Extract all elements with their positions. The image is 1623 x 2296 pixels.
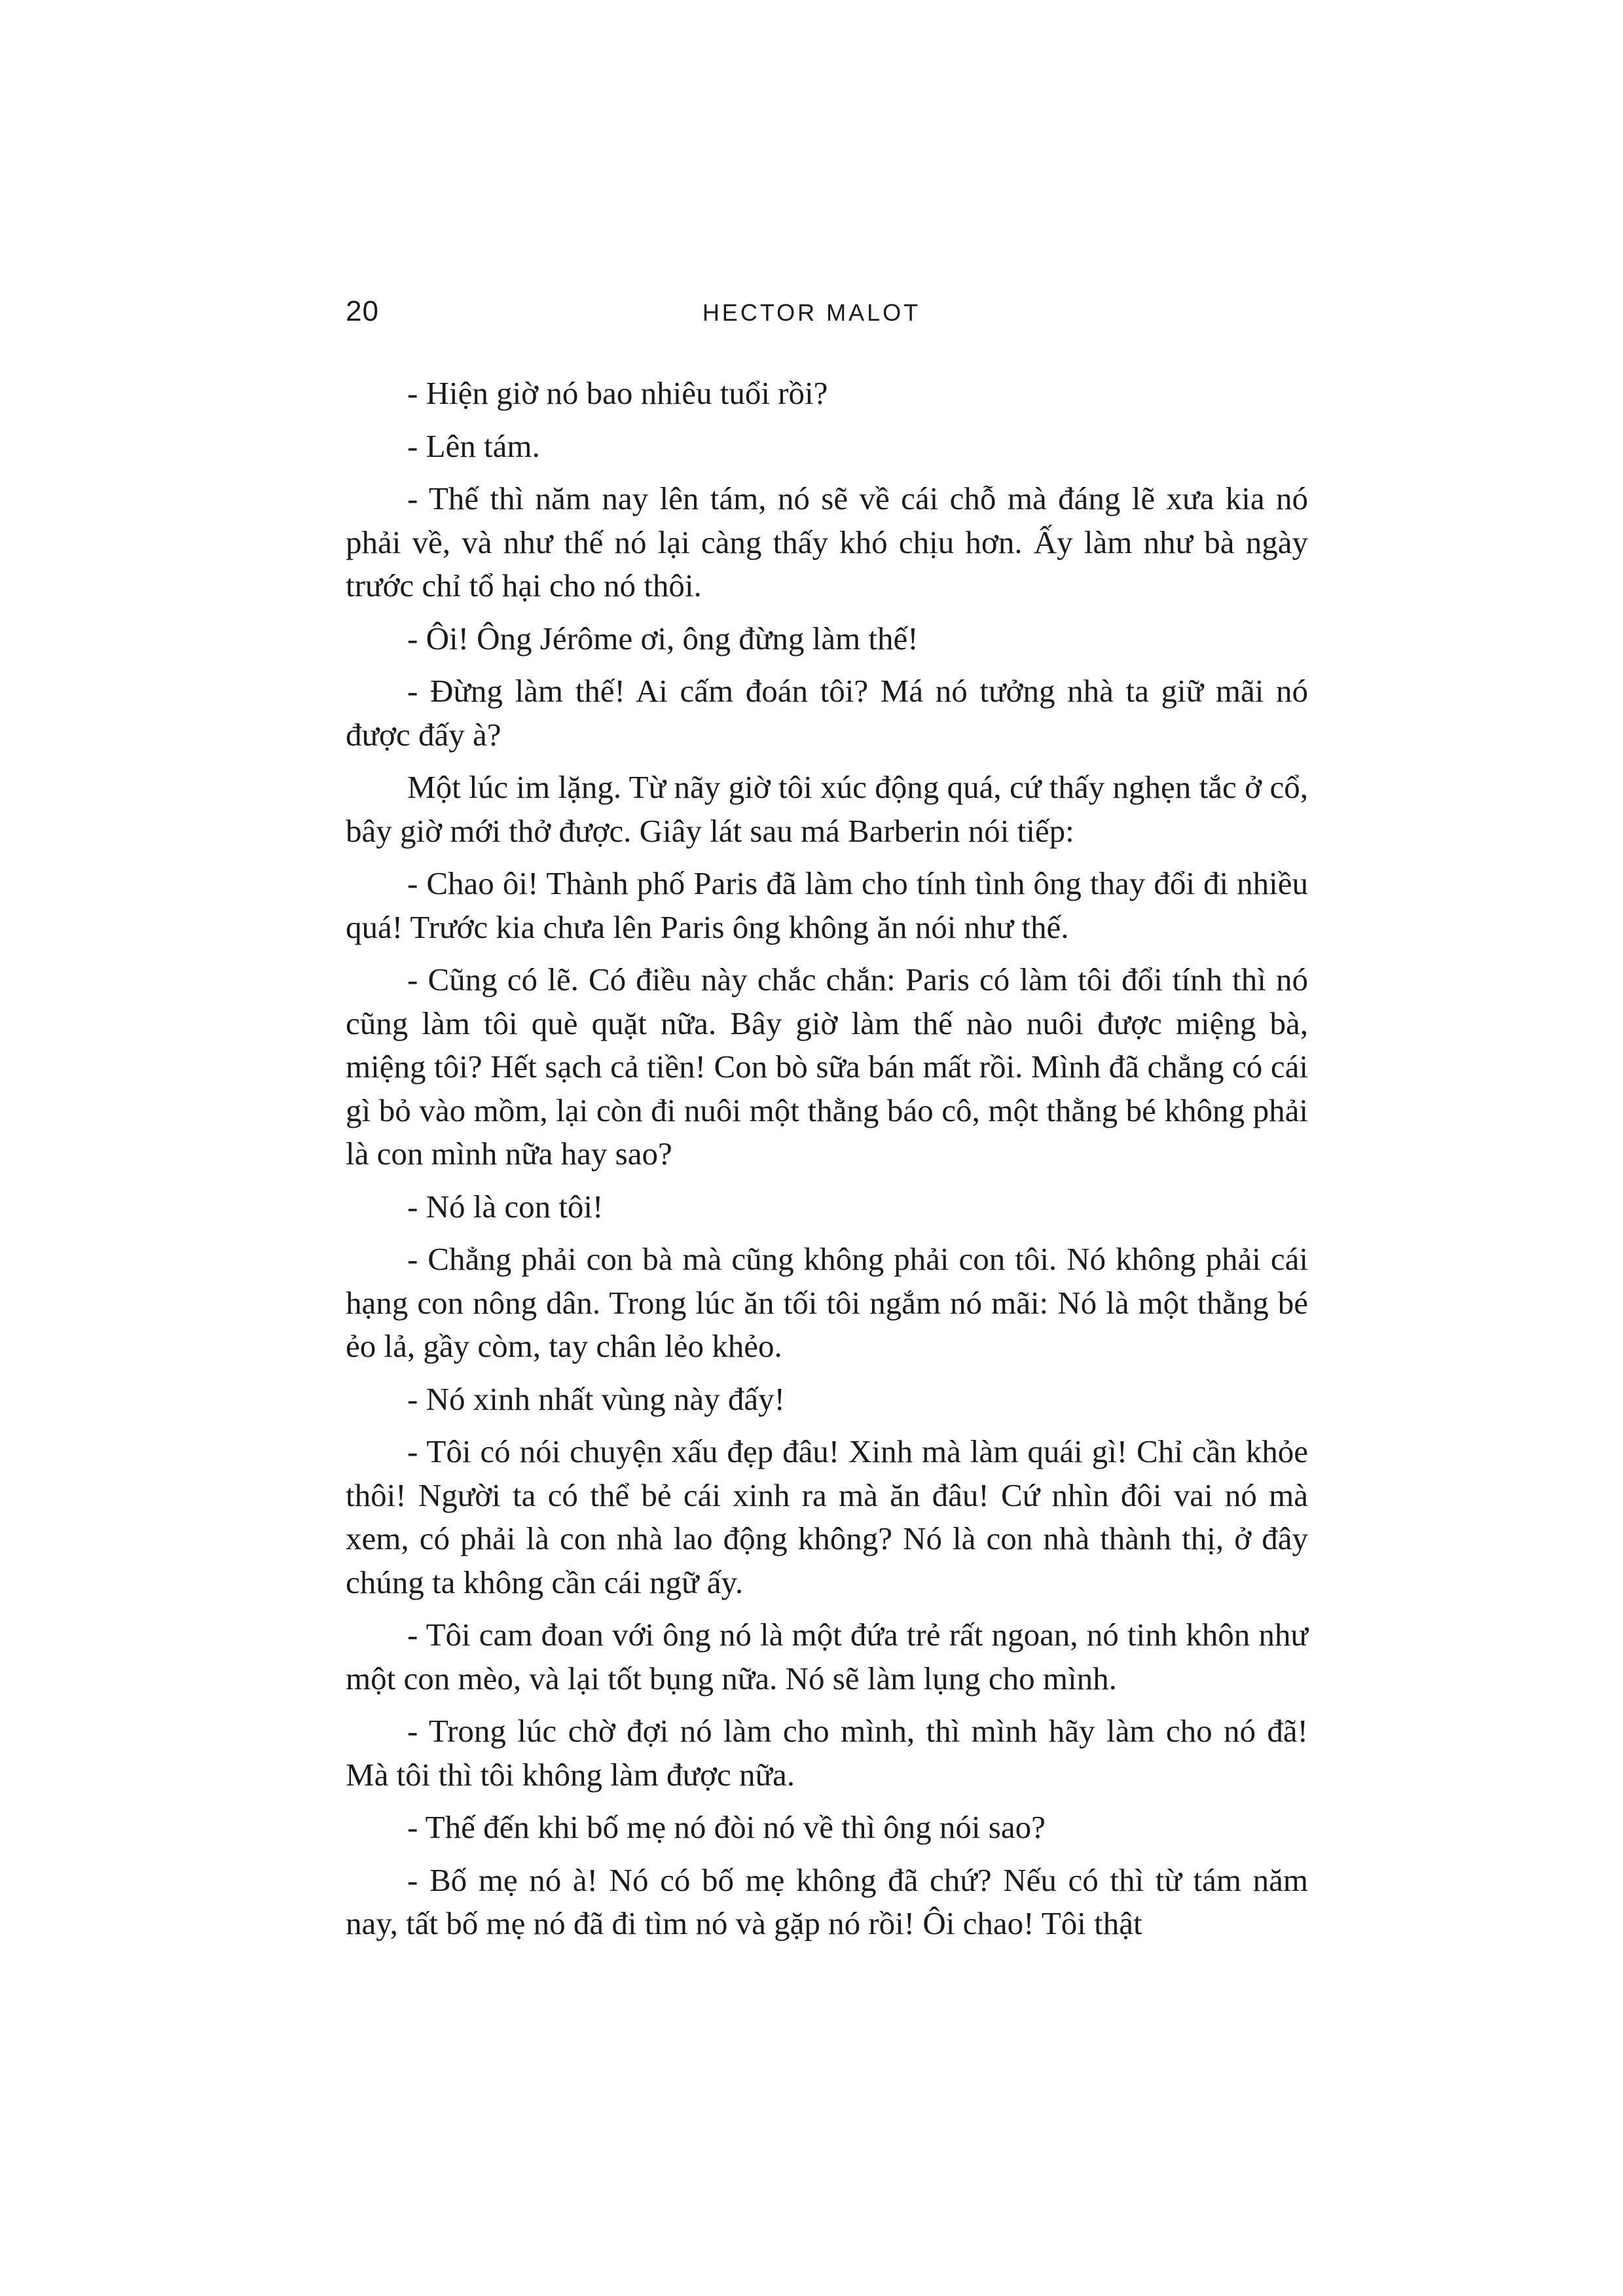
paragraph: - Thế thì năm nay lên tám, nó sẽ về cái chỗ mà đáng lẽ xưa kia nó phải về, và như thế nó lại càng thấy khó chịu hơn. Ấy làm như bà ngày trước chỉ tổ hại cho nó thôi. [346,480,1308,603]
paragraph: - Lên tám. [407,427,540,464]
paragraph: - Tôi cam đoan với ông nó là một đứa trẻ rất ngoan, nó tinh khôn như một con mèo, và lại tốt bụng nữa. Nó sẽ làm lụng cho mình. [346,1617,1308,1696]
paragraph: - Cũng có lẽ. Có điều này chắc chắn: Paris có làm tôi đổi tính thì nó cũng làm tôi què quặt nữa. Bây giờ làm thế nào nuôi được miệng bà, miệng tôi? Hết sạch cả tiền! Con bò sữa bán mất rồi. Mình đã chẳng có cái gì bỏ vào mồm, lại còn đi nuôi một thằng báo cô, một thằng bé không phải là con mình nữa hay sao? [346,961,1308,1172]
paragraph: - Thế đến khi bố mẹ nó đòi nó về thì ông nói sao? [407,1809,1046,1845]
paragraph: Một lúc im lặng. Từ nãy giờ tôi xúc động quá, cứ thấy nghẹn tắc ở cổ, bây giờ mới thở được. Giây lát sau má Barberin nói tiếp: [346,769,1308,849]
paragraph: - Trong lúc chờ đợi nó làm cho mình, thì mình hãy làm cho nó đã! Mà tôi thì tôi không làm được nữa. [346,1713,1308,1793]
paragraph: - Hiện giờ nó bao nhiêu tuổi rồi? [407,375,828,411]
body-text [346,372,1308,1955]
paragraph: - Ôi! Ông Jérôme ơi, ông đừng làm thế! [407,620,919,656]
paragraph: - Bố mẹ nó à! Nó có bố mẹ không đã chứ? Nếu có thì từ tám năm nay, tất bố mẹ nó đã đi tìm nó và gặp nó rồi! Ôi chao! Tôi thật [346,1861,1308,1941]
paragraph: - Tôi có nói chuyện xấu đẹp đâu! Xinh mà làm quái gì! Chỉ cần khỏe thôi! Người ta có thể bẻ cái xinh ra mà ăn đâu! Cứ nhìn đôi vai nó mà xem, có phải là con nhà lao động không? Nó là con nhà thành thị, ở đây chúng ta không cần cái ngữ ấy. [346,1433,1308,1600]
running-head-title: HECTOR MALOT [702,299,921,326]
paragraph: - Chao ôi! Thành phố Paris đã làm cho tính tình ông thay đổi đi nhiều quá! Trước kia chưa lên Paris ông không ăn nói như thế. [346,865,1308,945]
paragraph: - Nó xinh nhất vùng này đấy! [407,1380,785,1417]
paragraph: - Chẳng phải con bà mà cũng không phải con tôi. Nó không phải cái hạng con nông dân. Trong lúc ăn tối tôi ngắm nó mãi: Nó là một thằng bé ẻo lả, gầy còm, tay chân lẻo khẻo. [346,1241,1308,1364]
paragraph: - Nó là con tôi! [407,1188,604,1225]
page-number: 20 [346,295,379,327]
paragraph: - Đừng làm thế! Ai cấm đoán tôi? Má nó tưởng nhà ta giữ mãi nó được đấy à? [346,673,1308,753]
